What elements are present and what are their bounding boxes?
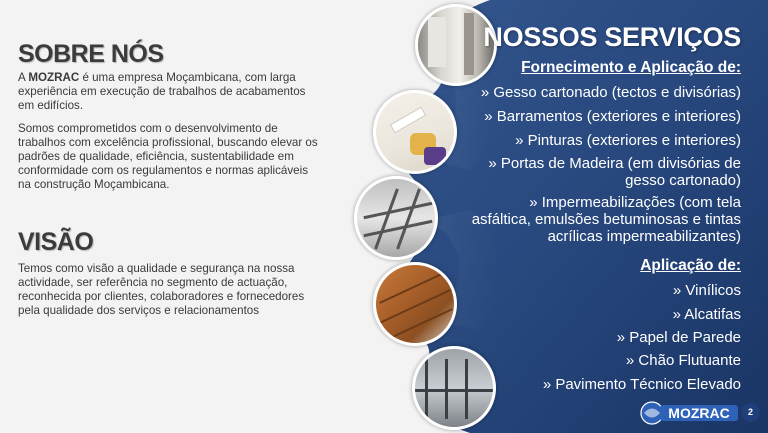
application-item: » Alcatifas (672, 306, 741, 323)
page-number-badge: 2 (741, 403, 760, 422)
about-brand-name: MOZRAC (28, 71, 80, 84)
supply-item: » Barramentos (exteriores e interiores) (484, 108, 741, 125)
supply-item: » Gesso cartonado (tectos e divisórias) (480, 84, 741, 101)
supply-item: » Pinturas (exteriores e interiores) (515, 132, 741, 149)
about-p1-prefix: A (18, 71, 29, 84)
services-title: NOSSOS SERVIÇOS (483, 22, 741, 52)
about-paragraph-1 (18, 71, 318, 113)
supply-item: » Portas de Madeira (em divisórias de gesso cartonado) (488, 155, 741, 189)
application-item: » Pavimento Técnico Elevado (542, 376, 741, 393)
photo-ceiling-grid (354, 176, 438, 260)
about-title: SOBRE NÓS (18, 40, 164, 68)
about-paragraph-2: Somos comprometidos com o desenvolvimento de trabalhos com excelência profissional, buscando elevar os padrões de qualidade, eficiência, sustentabilidade em conformidade com os regulamentos e normas aplicáveis na construção Moçambicana. (18, 122, 318, 191)
application-heading: Aplicação de: (640, 257, 741, 274)
vision-paragraph: Temos como visão a qualidade e segurança na nossa actividade, ser referência no segmento de actuação, reconhecida por clientes, colaboradores e fornecedores pela qualidade dos serviços e relacionamentos (18, 262, 305, 317)
supply-heading: Fornecimento e Aplicação de: (521, 59, 741, 76)
about-p1-rest: é uma empresa Moçambicana, com larga experiência em execução de trabalhos de acabamentos em edifícios. (18, 71, 306, 112)
vision-title: VISÃO (18, 228, 94, 256)
logo-text: MOZRAC (668, 405, 730, 421)
application-item: » Vinílicos (672, 282, 741, 299)
mozrac-logo (640, 400, 740, 426)
application-item: » Chão Flutuante (625, 352, 741, 369)
supply-item: » Impermeabilizações (com tela asfáltica, emulsões betuminosas e tintas acrílicas impermeabilizantes) (471, 194, 741, 245)
application-item: » Papel de Parede (616, 329, 741, 346)
